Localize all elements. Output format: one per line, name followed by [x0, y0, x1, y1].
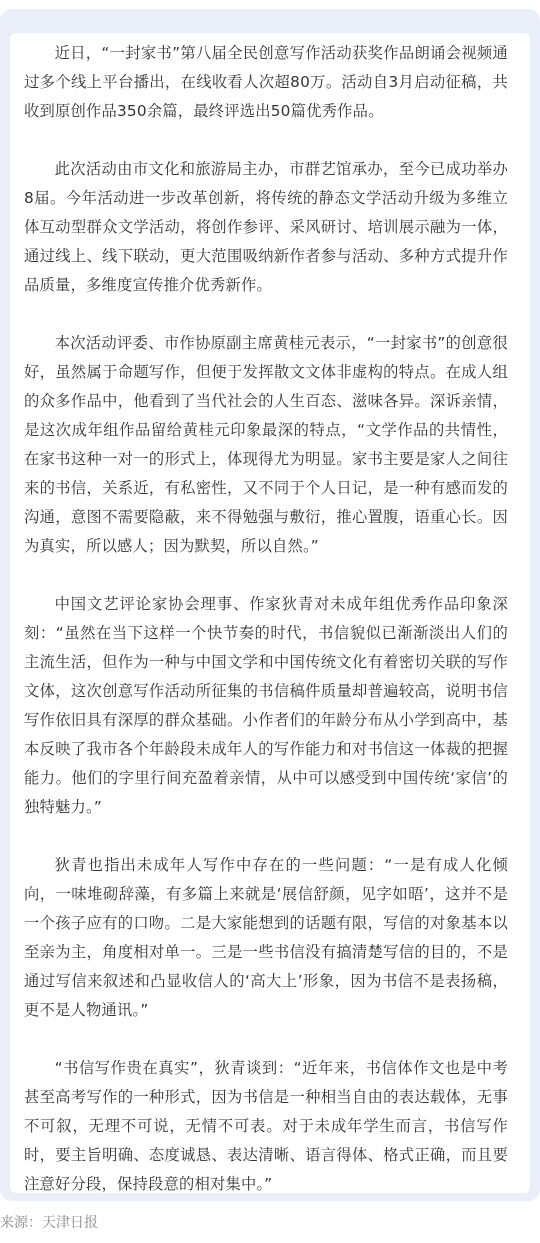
- article-paragraph: 本次活动评委、市作协原副主席黄桂元表示，“一封家书”的创意很好，虽然属于命题写作，但便于发挥散文文体非虚构的特点。在成人组的众多作品中，他看到了当代社会的人生百态、滋味各异。深诉亲情，是这次成年组作品留给黄桂元印象最深的特点，“文学作品的共情性，在家书这种一对一的形式上，体现得尤为明显。家书主要是家人之间往来的书信，关系近，有私密性，又不同于个人日记，是一种有感而发的沟通，意图不需要隐蔽，来不得勉强与敷衍，推心置腹，语重心长。因为真实，所以感人；因为默契，所以自然。”: [24, 334, 508, 555]
- article-paragraph: 近日，“一封家书”第八届全民创意写作活动获奖作品朗诵会视频通过多个线上平台播出，在线收看人次超80万。活动自3月启动征稿，共收到原创作品350余篇，最终评选出50篇优秀作品。: [24, 44, 508, 120]
- article-body: [24, 39, 508, 1199]
- source-attribution: 来源：天津日报: [0, 1215, 98, 1231]
- article-paragraph: 狄青也指出未成年人写作中存在的一些问题：“一是有成人化倾向，一味堆砌辞藻，有多篇上来就是‘展信舒颜，见字如晤’，这并不是一个孩子应有的口吻。二是大家能想到的话题有限，写信的对象基本以至亲为主，角度相对单一。三是一些书信没有搞清楚写信的目的，不是通过写信来叙述和凸显收信人的‘高大上’形象，因为书信不是表扬稿，更不是人物通讯。”: [24, 856, 508, 1019]
- article-paragraph: 此次活动由市文化和旅游局主办，市群艺馆承办，至今已成功举办8届。今年活动进一步改革创新，将传统的静态文学活动升级为多维立体互动型群众文学活动，将创作参评、采风研讨、培训展示融为一体，通过线上、线下联动，更大范围吸纳新作者参与活动、多种方式提升作品质量，多维度宣传推介优秀新作。: [24, 160, 508, 294]
- article-paragraph: 中国文艺评论家协会理事、作家狄青对未成年组优秀作品印象深刻：“虽然在当下这样一个快节奏的时代，书信貌似已渐渐淡出人们的主流生活，但作为一种与中国文学和中国传统文化有着密切关联的写作文体，这次创意写作活动所征集的书信稿件质量却普遍较高，说明书信写作依旧具有深厚的群众基础。小作者们的年龄分布从小学到高中，基本反映了我市各个年龄段未成年人的写作能力和对书信这一体裁的把握能力。他们的字里行间充盈着亲情，从中可以感受到中国传统‘家信’的独特魅力。”: [24, 595, 508, 816]
- article-paragraph: “书信写作贵在真实”，狄青谈到：“近年来，书信体作文也是中考甚至高考写作的一种形式，因为书信是一种相当自由的表达载体，无事不可叙，无理不可说，无情不可表。对于未成年学生而言，书信写作时，要主旨明确、态度诚恳、表达清晰、语言得体、格式正确，而且要注意好分段，保持段意的相对集中。”: [24, 1059, 508, 1193]
